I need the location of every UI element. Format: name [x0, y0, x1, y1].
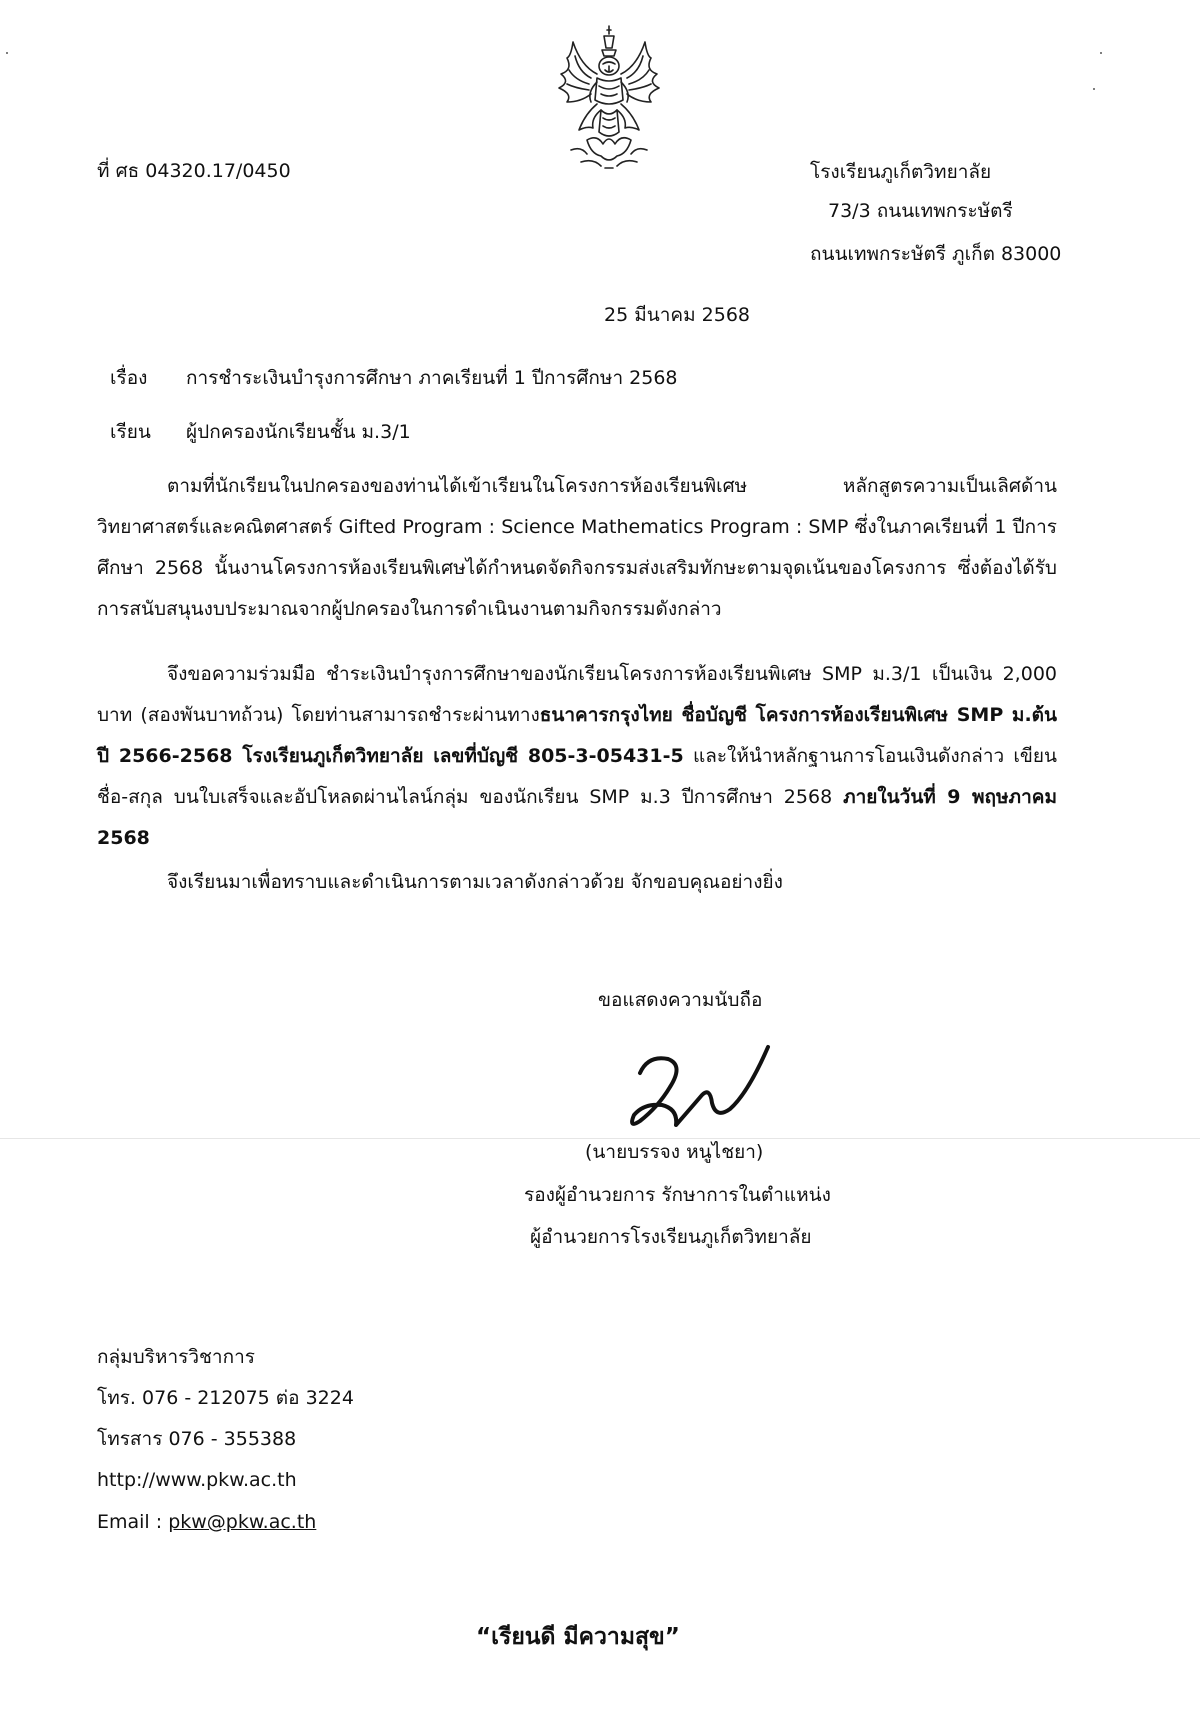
- recipient-label: เรียน: [110, 421, 151, 443]
- website-link[interactable]: http://www.pkw.ac.th: [97, 1469, 297, 1491]
- payment-deadline: ภายในวันที่ 9 พฤษภาคม 2568: [97, 786, 1057, 849]
- school-name: โรงเรียนภูเก็ตวิทยาลัย: [810, 161, 992, 183]
- bank-account-details: ธนาคารกรุงไทย ชื่อบัญชี โครงการห้องเรียนพิเศษ SMP ม.ต้น ปี 2566-2568 โรงเรียนภูเก็ตวิทยาลัย เลขที่บัญชี 805-3-05431-5: [97, 704, 1057, 767]
- subject-label: เรื่อง: [110, 367, 148, 389]
- phone-number: โทร. 076 - 212075 ต่อ 3224: [97, 1387, 354, 1409]
- body-paragraph-2: [97, 654, 1057, 859]
- payment-request-text: จึงขอความร่วมมือ ชำระเงินบำรุงการศึกษาของนักเรียนโครงการห้องเรียนพิเศษ SMP ม.3/1 เป็นเงิน 2,000 บาท (สองพันบาทถ้วน) โดยท่านสามารถชำระผ่านทาง: [97, 663, 1057, 726]
- upload-instruction-text: และให้นำหลักฐานการโอนเงินดังกล่าว เขียน ชื่อ-สกุล บนใบเสร็จและอัปโหลดผ่านไลน์กลุ่ม ของนักเรียน SMP ม.3 ปีการศึกษา 2568: [97, 745, 1057, 808]
- address-line-1: 73/3 ถนนเทพกระษัตรี: [828, 200, 1013, 222]
- email-line: [97, 1510, 316, 1534]
- scan-artifact-line: [0, 1138, 1200, 1139]
- department-name: กลุ่มบริหารวิชาการ: [97, 1346, 255, 1368]
- reference-number: ที่ ศธ 04320.17/0450: [97, 160, 291, 182]
- email-label: Email :: [97, 1511, 169, 1533]
- school-motto: “เรียนดี มีความสุข”: [476, 1624, 680, 1650]
- letter-date: 25 มีนาคม 2568: [604, 304, 751, 326]
- body-paragraph-3: จึงเรียนมาเพื่อทราบและดำเนินการตามเวลาดังกล่าวด้วย จักขอบคุณอย่างยิ่ง: [167, 871, 783, 893]
- handwritten-signature: [618, 1025, 778, 1135]
- recipient-text: ผู้ปกครองนักเรียนชั้น ม.3/1: [186, 421, 411, 443]
- scan-speck: [1100, 52, 1102, 54]
- signer-title-line-2: ผู้อำนวยการโรงเรียนภูเก็ตวิทยาลัย: [530, 1226, 812, 1248]
- signer-name: (นายบรรจง หนูไชยา): [585, 1141, 764, 1163]
- closing-regards: ขอแสดงความนับถือ: [598, 989, 763, 1011]
- subject-text: การชำระเงินบำรุงการศึกษา ภาคเรียนที่ 1 ปีการศึกษา 2568: [186, 367, 678, 389]
- address-line-2: ถนนเทพกระษัตรี ภูเก็ต 83000: [810, 243, 1062, 265]
- email-link[interactable]: pkw@pkw.ac.th: [168, 1511, 317, 1533]
- signer-title-line-1: รองผู้อำนวยการ รักษาการในตำแหน่ง: [524, 1184, 831, 1206]
- garuda-emblem-icon: [547, 22, 671, 172]
- scan-speck: [1093, 88, 1095, 90]
- scan-speck: [6, 52, 8, 54]
- body-paragraph-1: ตามที่นักเรียนในปกครองของท่านได้เข้าเรียนในโครงการห้องเรียนพิเศษ หลักสูตรความเป็นเลิศด้านวิทยาศาสตร์และคณิตศาสตร์ Gifted Program : Science Mathematics Program : SMP ซึ่งในภาคเรียนที่ 1 ปีการศึกษา 2568 นั้นงานโครงการห้องเรียนพิเศษได้กำหนดจัดกิจกรรมส่งเสริมทักษะตามจุดเน้นของโครงการ ซึ่งต้องได้รับการสนับสนุนงบประมาณจากผู้ปกครองในการดำเนินงานตามกิจกรรมดังกล่าว: [97, 475, 1057, 620]
- fax-number: โทรสาร 076 - 355388: [97, 1428, 297, 1450]
